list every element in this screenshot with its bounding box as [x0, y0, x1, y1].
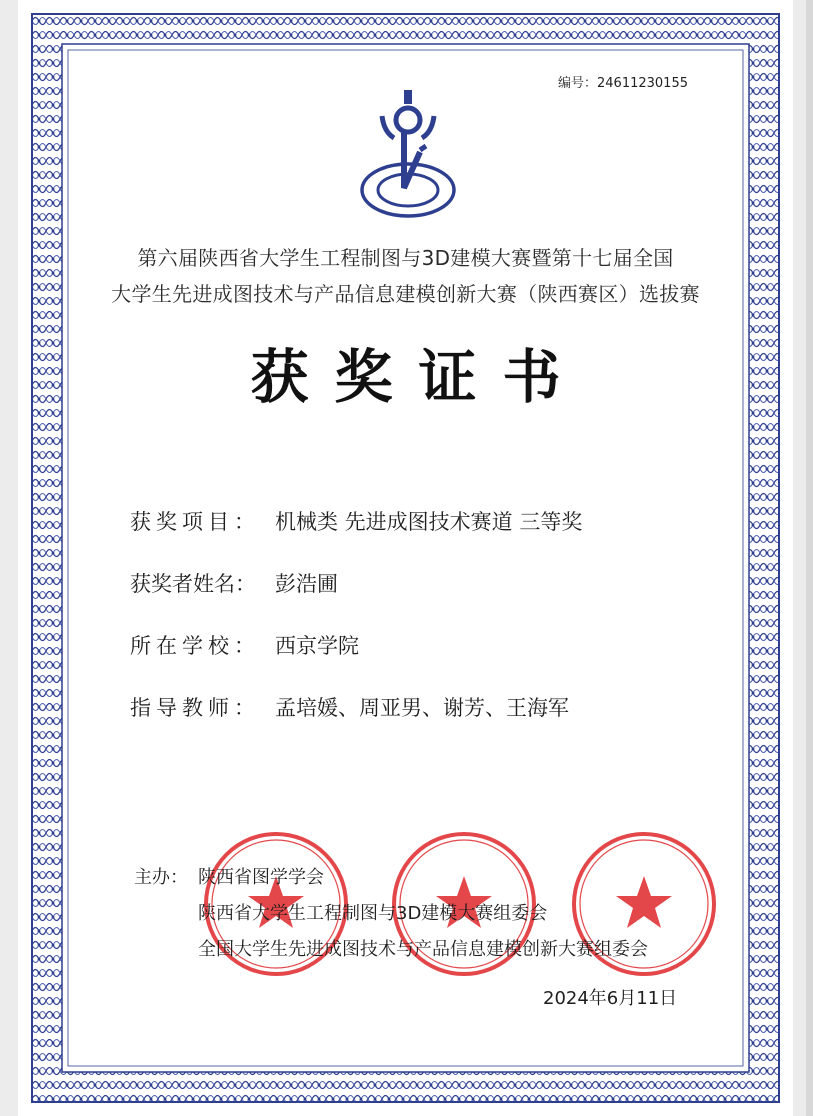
organizers: [134, 858, 648, 966]
competition-title: [58, 240, 753, 312]
organizer-name: 陕西省大学生工程制图与3D建模大赛组委会: [198, 903, 548, 924]
field-value: 孟培媛、周亚男、谢芳、王海军: [275, 696, 569, 720]
field-label: 所在学校：: [130, 634, 260, 658]
organizer-row: [134, 894, 648, 930]
field-advisors: [130, 676, 582, 738]
certificate-number: 编号：24611230155: [558, 76, 688, 91]
field-value: 机械类 先进成图技术赛道 三等奖: [275, 510, 583, 534]
organizer-row: [134, 930, 648, 966]
competition-title-line-2: 大学生先进成图技术与产品信息建模创新大赛（陕西赛区）选拔赛: [111, 282, 700, 306]
organizer-name: 陕西省图学学会: [198, 867, 324, 888]
award-fields: [130, 490, 582, 738]
field-winner-name: [130, 552, 582, 614]
field-value: 彭浩圃: [275, 572, 338, 596]
competition-title-line-1: 第六届陕西省大学生工程制图与3D建模大赛暨第十七届全国: [137, 246, 674, 270]
issue-date: 2024年6月11日: [543, 988, 678, 1009]
field-label: 获奖者姓名：: [130, 572, 256, 596]
organizer-header: 主办：: [134, 867, 188, 888]
viewer-edge: [806, 0, 813, 1116]
field-value: 西京学院: [275, 634, 359, 658]
field-award-item: [130, 490, 582, 552]
field-school: [130, 614, 582, 676]
organizer-row: [134, 858, 648, 894]
field-label: 指导教师：: [130, 696, 260, 720]
competition-logo-icon: [360, 88, 456, 220]
certificate-heading: 获奖证书: [250, 343, 587, 411]
organizer-name: 全国大学生先进成图技术与产品信息建模创新大赛组委会: [198, 939, 648, 960]
field-label: 获奖项目：: [130, 510, 260, 534]
certificate-page: [18, 0, 793, 1116]
